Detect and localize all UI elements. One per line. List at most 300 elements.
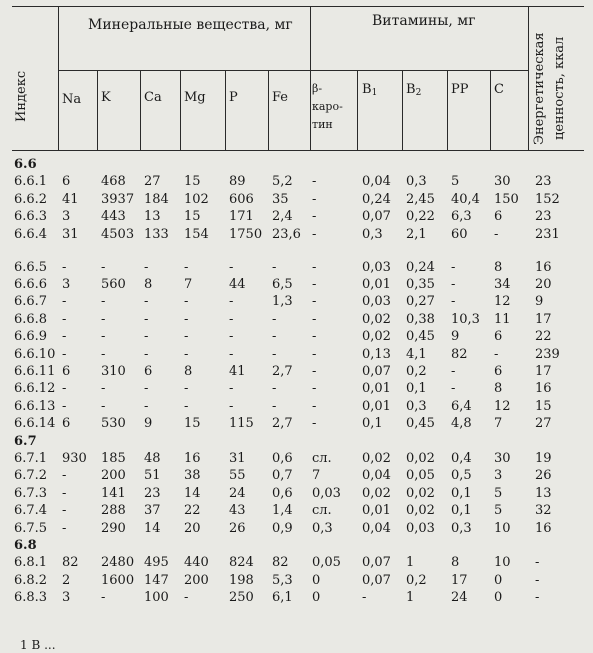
cell-energy: 16: [535, 259, 552, 275]
cell-c: 10: [494, 555, 511, 571]
cell-energy: 20: [535, 277, 552, 293]
cell-energy: 13: [535, 485, 552, 501]
cell-na: 3: [62, 590, 71, 606]
cell-p: -: [229, 381, 234, 397]
cell-c: 150: [494, 191, 519, 207]
cell-fe: 0,9: [272, 520, 293, 536]
cell-mg: 200: [184, 572, 209, 588]
cell-b2: 0,03: [406, 520, 435, 536]
cell-fe: 5,2: [272, 174, 293, 190]
col-header-p: P: [229, 90, 238, 105]
cell-carotene: -: [312, 259, 317, 275]
cell-fe: 6,1: [272, 590, 293, 606]
cell-b1: 0,03: [362, 259, 391, 275]
cell-b2: 1: [406, 590, 415, 606]
cell-mg: -: [184, 311, 189, 327]
cell-energy: 22: [535, 329, 552, 345]
cell-na: 3: [62, 209, 71, 225]
cell-k: -: [101, 398, 106, 414]
cell-index: 6.8.2: [14, 572, 48, 588]
index-column-divider: [58, 6, 59, 150]
cell-b1: 0,1: [362, 416, 383, 432]
cell-carotene: -: [312, 226, 317, 242]
vitamins-energy-divider: [528, 6, 529, 150]
cell-mg: 14: [184, 485, 201, 501]
cell-c: 30: [494, 174, 511, 190]
cell-energy: 19: [535, 451, 552, 467]
cell-mg: 7: [184, 277, 193, 293]
cell-pp: 0,4: [451, 451, 472, 467]
cell-k: 560: [101, 277, 126, 293]
cell-mg: 8: [184, 364, 193, 380]
cell-mg: 440: [184, 555, 209, 571]
cell-pp: -: [451, 364, 456, 380]
cell-carotene: -: [312, 277, 317, 293]
section-heading: 6.7: [14, 433, 37, 449]
cell-na: 31: [62, 226, 79, 242]
cell-fe: -: [272, 329, 277, 345]
cell-energy: -: [535, 555, 540, 571]
section-heading: 6.6: [14, 157, 37, 172]
cell-energy: 26: [535, 468, 552, 484]
cell-index: 6.6.12: [14, 381, 56, 397]
carotene-line2: каро-: [312, 100, 343, 113]
cell-k: -: [101, 590, 106, 606]
cell-pp: -: [451, 294, 456, 310]
cell-pp: 6,3: [451, 209, 472, 225]
cell-b1: 0,3: [362, 226, 383, 242]
cell-na: -: [62, 294, 67, 310]
cell-k: 310: [101, 364, 126, 380]
cell-na: 6: [62, 416, 71, 432]
cell-c: 8: [494, 381, 503, 397]
cell-ca: -: [144, 311, 149, 327]
cell-k: 290: [101, 520, 126, 536]
cell-energy: 9: [535, 294, 544, 310]
cell-index: 6.6.11: [14, 364, 56, 380]
cell-ca: 9: [144, 416, 153, 432]
cell-index: 6.6.4: [14, 226, 48, 242]
cell-pp: 5: [451, 174, 460, 190]
cell-b1: 0,04: [362, 520, 391, 536]
cell-pp: 82: [451, 346, 468, 362]
cell-k: 468: [101, 174, 126, 190]
cell-p: 24: [229, 485, 246, 501]
cell-energy: -: [535, 590, 540, 606]
cell-index: 6.6.5: [14, 259, 48, 275]
cell-b2: 0,22: [406, 209, 435, 225]
cell-na: 6: [62, 174, 71, 190]
cell-na: -: [62, 520, 67, 536]
cell-p: -: [229, 294, 234, 310]
cell-carotene: -: [312, 311, 317, 327]
cell-carotene: 0,05: [312, 555, 341, 571]
cell-index: 6.6.3: [14, 209, 48, 225]
cell-b2: 2,45: [406, 191, 435, 207]
cell-ca: 23: [144, 485, 161, 501]
cell-index: 6.6.6: [14, 277, 48, 293]
cell-fe: -: [272, 398, 277, 414]
cell-p: -: [229, 398, 234, 414]
cell-na: -: [62, 381, 67, 397]
cell-fe: 0,7: [272, 468, 293, 484]
cell-b1: 0,07: [362, 364, 391, 380]
cell-mg: 15: [184, 209, 201, 225]
cell-pp: 8: [451, 555, 460, 571]
cell-energy: 32: [535, 503, 552, 519]
cell-c: 7: [494, 416, 503, 432]
cell-na: 6: [62, 364, 71, 380]
cell-index: 6.8.1: [14, 555, 48, 571]
cell-na: -: [62, 398, 67, 414]
cell-energy: -: [535, 572, 540, 588]
cell-energy: 17: [535, 364, 552, 380]
cell-na: 2: [62, 572, 71, 588]
cell-c: 5: [494, 503, 503, 519]
cell-energy: 16: [535, 381, 552, 397]
cell-c: 12: [494, 294, 511, 310]
cell-ca: 8: [144, 277, 153, 293]
cell-na: -: [62, 346, 67, 362]
cell-p: 824: [229, 555, 254, 571]
cell-b2: 0,02: [406, 451, 435, 467]
footnote: 1 В ...: [20, 638, 56, 652]
subheader-rule: [58, 70, 528, 71]
cell-ca: 14: [144, 520, 161, 536]
col-divider: [140, 70, 141, 150]
col-header-b1: $B_1$: [362, 82, 378, 98]
cell-na: -: [62, 503, 67, 519]
cell-p: 41: [229, 364, 246, 380]
cell-b2: 0,2: [406, 572, 427, 588]
cell-p: 55: [229, 468, 246, 484]
cell-p: -: [229, 259, 234, 275]
cell-b1: 0,03: [362, 294, 391, 310]
cell-ca: 37: [144, 503, 161, 519]
cell-k: -: [101, 346, 106, 362]
col-header-b2: $B_2$: [406, 82, 422, 98]
cell-k: 185: [101, 451, 126, 467]
cell-p: -: [229, 346, 234, 362]
cell-b1: 0,07: [362, 572, 391, 588]
cell-p: -: [229, 329, 234, 345]
cell-k: -: [101, 259, 106, 275]
cell-c: 0: [494, 590, 503, 606]
cell-mg: 154: [184, 226, 209, 242]
cell-ca: 6: [144, 364, 153, 380]
cell-p: 198: [229, 572, 254, 588]
cell-mg: -: [184, 381, 189, 397]
cell-k: -: [101, 329, 106, 345]
cell-fe: 2,7: [272, 416, 293, 432]
cell-p: 31: [229, 451, 246, 467]
cell-ca: -: [144, 346, 149, 362]
col-header-fe: Fe: [272, 90, 289, 105]
cell-fe: -: [272, 346, 277, 362]
cell-carotene: -: [312, 398, 317, 414]
cell-index: 6.6.14: [14, 416, 56, 432]
cell-carotene: 0: [312, 590, 321, 606]
cell-index: 6.7.5: [14, 520, 48, 536]
cell-fe: 82: [272, 555, 289, 571]
cell-carotene: -: [312, 346, 317, 362]
cell-energy: 23: [535, 174, 552, 190]
col-divider: [225, 70, 226, 150]
vitamins-group-header: Витамины, мг: [372, 13, 476, 29]
cell-carotene: -: [312, 364, 317, 380]
cell-carotene: 0: [312, 572, 321, 588]
col-header-pp: PP: [451, 82, 469, 97]
cell-pp: 9: [451, 329, 460, 345]
cell-b1: 0,01: [362, 381, 391, 397]
cell-mg: -: [184, 329, 189, 345]
cell-c: 6: [494, 209, 503, 225]
cell-b2: 0,45: [406, 329, 435, 345]
cell-k: 141: [101, 485, 126, 501]
cell-energy: 17: [535, 311, 552, 327]
energy-header-line1: Энергетическая: [532, 32, 547, 145]
cell-c: 6: [494, 329, 503, 345]
cell-p: 26: [229, 520, 246, 536]
cell-fe: -: [272, 311, 277, 327]
cell-na: 82: [62, 555, 79, 571]
col-header-c: C: [494, 82, 504, 97]
cell-k: 4503: [101, 226, 135, 242]
cell-c: -: [494, 346, 499, 362]
cell-c: 8: [494, 259, 503, 275]
cell-b2: 0,02: [406, 503, 435, 519]
minerals-group-header: Минеральные вещества, мг: [88, 17, 293, 33]
cell-energy: 15: [535, 398, 552, 414]
col-divider: [180, 70, 181, 150]
cell-b2: 0,24: [406, 259, 435, 275]
cell-b2: 0,1: [406, 381, 427, 397]
cell-ca: 100: [144, 590, 169, 606]
cell-b1: 0,02: [362, 485, 391, 501]
cell-pp: 60: [451, 226, 468, 242]
cell-fe: 35: [272, 191, 289, 207]
cell-pp: 40,4: [451, 191, 480, 207]
cell-k: -: [101, 381, 106, 397]
cell-energy: 27: [535, 416, 552, 432]
cell-ca: 13: [144, 209, 161, 225]
cell-mg: 20: [184, 520, 201, 536]
cell-energy: 239: [535, 346, 560, 362]
cell-na: -: [62, 329, 67, 345]
cell-k: 2480: [101, 555, 135, 571]
cell-fe: 0,6: [272, 485, 293, 501]
cell-b2: 0,05: [406, 468, 435, 484]
cell-pp: 24: [451, 590, 468, 606]
cell-ca: 495: [144, 555, 169, 571]
cell-p: -: [229, 311, 234, 327]
cell-c: 10: [494, 520, 511, 536]
cell-b1: 0,01: [362, 277, 391, 293]
cell-b2: 2,1: [406, 226, 427, 242]
cell-na: -: [62, 468, 67, 484]
cell-index: 6.8.3: [14, 590, 48, 606]
cell-carotene: сл.: [312, 451, 332, 467]
cell-fe: 2,7: [272, 364, 293, 380]
cell-mg: 15: [184, 174, 201, 190]
col-divider: [97, 70, 98, 150]
cell-fe: 1,3: [272, 294, 293, 310]
cell-ca: 48: [144, 451, 161, 467]
cell-index: 6.6.13: [14, 398, 56, 414]
cell-na: -: [62, 311, 67, 327]
cell-index: 6.7.2: [14, 468, 48, 484]
cell-b2: 4,1: [406, 346, 427, 362]
cell-b2: 0,3: [406, 398, 427, 414]
cell-pp: 0,5: [451, 468, 472, 484]
cell-b1: 0,07: [362, 209, 391, 225]
cell-b1: 0,07: [362, 555, 391, 571]
cell-ca: 133: [144, 226, 169, 242]
cell-c: 6: [494, 364, 503, 380]
cell-b1: 0,01: [362, 503, 391, 519]
cell-mg: -: [184, 346, 189, 362]
cell-carotene: 0,03: [312, 485, 341, 501]
cell-carotene: -: [312, 174, 317, 190]
cell-mg: -: [184, 590, 189, 606]
cell-pp: 17: [451, 572, 468, 588]
cell-p: 1750: [229, 226, 263, 242]
cell-ca: -: [144, 381, 149, 397]
cell-carotene: 7: [312, 468, 321, 484]
col-divider: [268, 70, 269, 150]
cell-fe: 2,4: [272, 209, 293, 225]
cell-pp: 6,4: [451, 398, 472, 414]
cell-pp: -: [451, 381, 456, 397]
cell-ca: -: [144, 259, 149, 275]
cell-k: 1600: [101, 572, 135, 588]
cell-b1: -: [362, 590, 367, 606]
cell-index: 6.6.9: [14, 329, 48, 345]
cell-p: 89: [229, 174, 246, 190]
cell-c: 3: [494, 468, 503, 484]
cell-b1: 0,24: [362, 191, 391, 207]
cell-mg: -: [184, 259, 189, 275]
cell-k: 288: [101, 503, 126, 519]
cell-fe: 0,6: [272, 451, 293, 467]
cell-carotene: -: [312, 294, 317, 310]
col-header-ca: Ca: [144, 90, 162, 105]
cell-mg: 15: [184, 416, 201, 432]
cell-b1: 0,01: [362, 398, 391, 414]
col-header-carotene: [312, 80, 356, 134]
cell-fe: -: [272, 259, 277, 275]
cell-carotene: -: [312, 381, 317, 397]
cell-energy: 23: [535, 209, 552, 225]
cell-c: -: [494, 226, 499, 242]
col-header-na: Na: [62, 92, 82, 107]
cell-carotene: -: [312, 191, 317, 207]
cell-b2: 0,02: [406, 485, 435, 501]
cell-pp: 4,8: [451, 416, 472, 432]
cell-c: 34: [494, 277, 511, 293]
cell-b2: 1: [406, 555, 415, 571]
cell-c: 5: [494, 485, 503, 501]
cell-ca: 184: [144, 191, 169, 207]
cell-k: 200: [101, 468, 126, 484]
cell-mg: -: [184, 294, 189, 310]
cell-mg: 22: [184, 503, 201, 519]
cell-ca: 27: [144, 174, 161, 190]
cell-na: 41: [62, 191, 79, 207]
cell-mg: 16: [184, 451, 201, 467]
cell-b2: 0,45: [406, 416, 435, 432]
cell-p: 606: [229, 191, 254, 207]
cell-p: 171: [229, 209, 254, 225]
cell-b2: 0,35: [406, 277, 435, 293]
carotene-line1: β-: [312, 82, 323, 95]
cell-pp: 0,3: [451, 520, 472, 536]
col-divider: [357, 70, 358, 150]
cell-na: -: [62, 259, 67, 275]
cell-index: 6.6.10: [14, 346, 56, 362]
energy-header-line2: ценность, ккал: [552, 36, 567, 140]
cell-mg: -: [184, 398, 189, 414]
cell-index: 6.7.1: [14, 451, 48, 467]
cell-carotene: -: [312, 209, 317, 225]
cell-b2: 0,3: [406, 174, 427, 190]
cell-p: 43: [229, 503, 246, 519]
cell-carotene: сл.: [312, 503, 332, 519]
col-divider: [402, 70, 403, 150]
cell-energy: 16: [535, 520, 552, 536]
cell-ca: 147: [144, 572, 169, 588]
cell-energy: 231: [535, 226, 560, 242]
cell-ca: -: [144, 294, 149, 310]
cell-c: 30: [494, 451, 511, 467]
minerals-vitamins-divider: [310, 6, 311, 150]
cell-carotene: -: [312, 329, 317, 345]
cell-index: 6.6.2: [14, 191, 48, 207]
cell-b2: 0,2: [406, 364, 427, 380]
cell-ca: 51: [144, 468, 161, 484]
cell-pp: -: [451, 259, 456, 275]
table-top-rule: [12, 6, 584, 7]
cell-fe: 1,4: [272, 503, 293, 519]
cell-na: 930: [62, 451, 87, 467]
cell-na: 3: [62, 277, 71, 293]
cell-k: -: [101, 294, 106, 310]
cell-p: 250: [229, 590, 254, 606]
cell-fe: 6,5: [272, 277, 293, 293]
cell-pp: 10,3: [451, 311, 480, 327]
cell-fe: -: [272, 381, 277, 397]
cell-fe: 5,3: [272, 572, 293, 588]
section-heading: 6.8: [14, 538, 37, 554]
cell-index: 6.6.1: [14, 174, 48, 190]
index-header: Индекс: [14, 70, 29, 122]
col-divider: [447, 70, 448, 150]
cell-mg: 102: [184, 191, 209, 207]
cell-pp: -: [451, 277, 456, 293]
cell-b1: 0,13: [362, 346, 391, 362]
cell-b1: 0,04: [362, 174, 391, 190]
cell-pp: 0,1: [451, 503, 472, 519]
cell-k: 3937: [101, 191, 135, 207]
cell-b1: 0,02: [362, 451, 391, 467]
cell-k: 530: [101, 416, 126, 432]
col-divider: [490, 70, 491, 150]
cell-b2: 0,38: [406, 311, 435, 327]
cell-mg: 38: [184, 468, 201, 484]
col-header-mg: Mg: [184, 90, 206, 105]
cell-ca: -: [144, 329, 149, 345]
cell-k: 443: [101, 209, 126, 225]
